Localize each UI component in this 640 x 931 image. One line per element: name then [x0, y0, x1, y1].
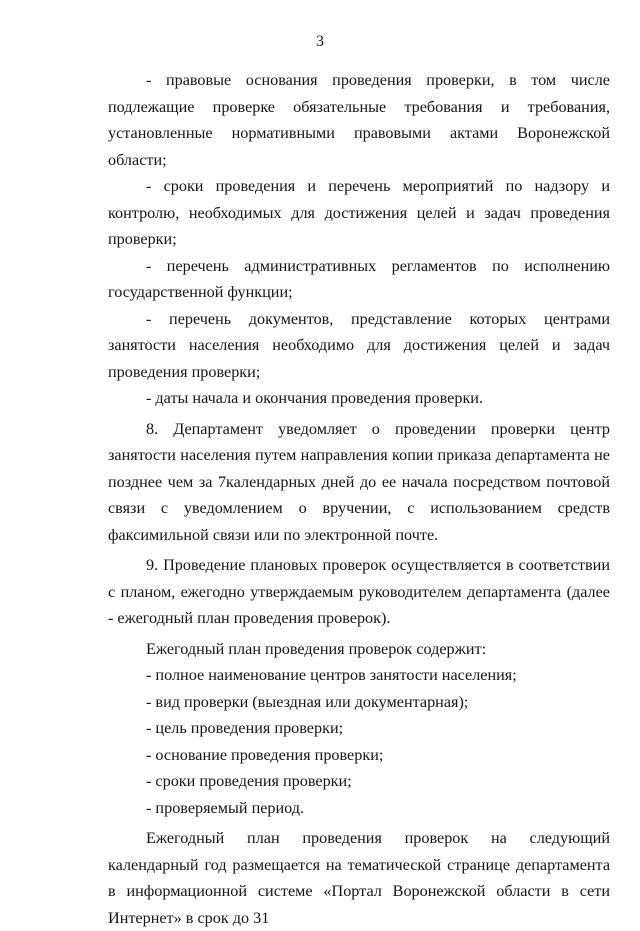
list-item-inspection-type: - вид проверки (выездная или документарная);	[146, 692, 469, 711]
paragraph-plan-contents: Ежегодный план проведения проверок содержит:	[146, 639, 487, 658]
paragraph-item-8: 8. Департамент уведомляет о проведении проверки центр занятости населения путем направления копии приказа департамента не позднее чем за 7календарных дней до ее начала посредством почтовой связи с уведомлением о вручении, с использованием средств факсимильной связи или по электронной почте.	[108, 419, 610, 544]
list-item-purpose: - цель проведения проверки;	[146, 719, 344, 737]
list-item-full-name: - полное наименование центров занятости населения;	[146, 666, 517, 684]
paragraph-item-9: 9. Проведение плановых проверок осуществляется в соответствии с планом, ежегодно утверждаемым руководителем департамента (далее - ежегодный план проведения проверок).	[108, 556, 610, 627]
paragraph-plan-publication: Ежегодный план проведения проверок на следующий календарный год размещается на тематической странице департамента в информационной системе «Портал Воронежской области в сети Интернет» в срок до 31	[108, 829, 610, 927]
page-number: 3	[316, 33, 324, 50]
list-item-terms: - сроки проведения проверки;	[146, 772, 352, 790]
paragraph-dates: - даты начала и окончания проведения проверки.	[146, 389, 484, 407]
paragraph-legal-grounds: - правовые основания проведения проверки, в том числе подлежащие проверке обязательные требования и требования, установленные нормативными правовыми актами Воронежской области;	[108, 71, 610, 169]
list-item-period: - проверяемый период.	[146, 798, 305, 817]
list-item-grounds: - основание проведения проверки;	[146, 745, 384, 764]
document-body	[108, 67, 610, 931]
paragraph-inspection-terms: - сроки проведения и перечень мероприятий по надзору и контролю, необходимых для достижения целей и задач проведения проверки;	[108, 177, 610, 248]
paragraph-admin-regulations: - перечень административных регламентов по исполнению государственной функции;	[108, 256, 610, 301]
paragraph-documents-list: - перечень документов, представление которых центрами занятости населения необходимо для достижения целей и задач проведения проверки;	[108, 309, 610, 381]
